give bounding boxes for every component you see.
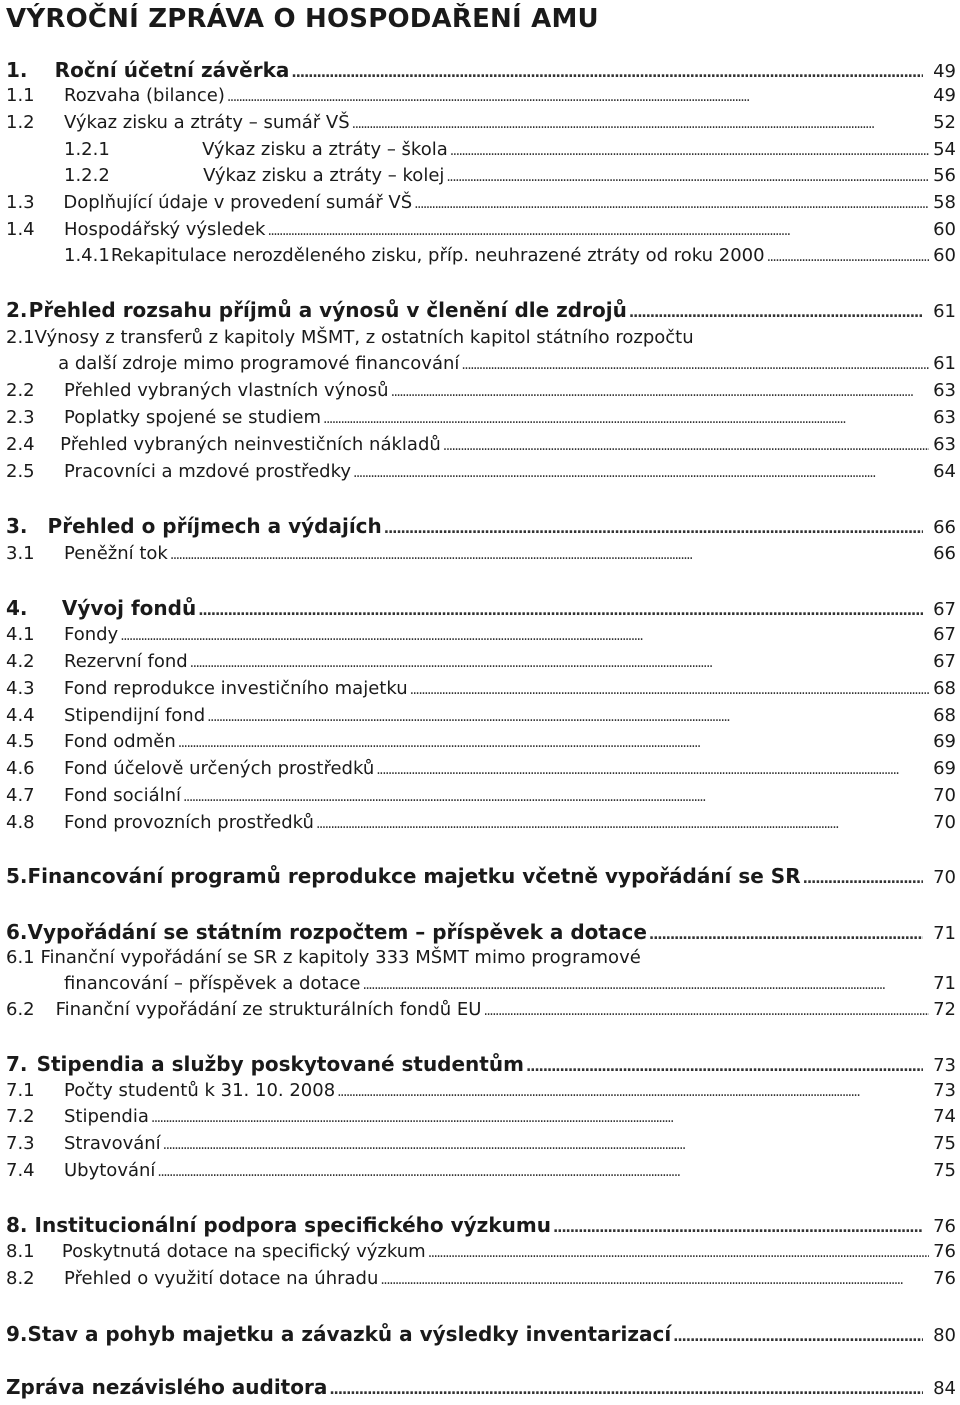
toc-entry-title: Přehled o využití dotace na úhradu (64, 1268, 379, 1289)
toc-entry-page: 75 (933, 1160, 956, 1181)
toc-entry-title: Fond účelově určených prostředků (64, 758, 375, 779)
toc-entry[interactable] (6, 407, 956, 433)
toc-entry[interactable] (6, 596, 956, 622)
toc-leader-dots (414, 192, 929, 213)
toc-entry-page: 68 (933, 678, 956, 699)
toc-entry-title: Fond reprodukce investičního majetku (63, 678, 408, 699)
toc-entry-number: 2.3 (6, 407, 35, 428)
toc-entry-page: 71 (933, 923, 956, 944)
toc-leader-dots (450, 139, 929, 160)
toc-entry-title: Financování programů reprodukce majetku včetně vypořádání se SR (27, 864, 801, 888)
toc-entry-page: 69 (933, 758, 956, 779)
toc-entry-page: 72 (933, 999, 956, 1020)
toc-entry-number: 3.1 (6, 543, 35, 564)
toc-entry[interactable] (6, 1160, 956, 1186)
toc-entry[interactable] (6, 461, 956, 487)
toc-leader-dots (157, 1160, 929, 1181)
toc-entry-page: 60 (933, 245, 956, 266)
toc-entry-title: Přehled rozsahu příjmů a výnosů v členění dle zdrojů (28, 298, 627, 322)
toc-entry-title: a další zdroje mimo programové financování (58, 353, 460, 374)
toc-entry-title: Peněžní tok (64, 543, 168, 564)
toc-leader-dots (183, 785, 929, 806)
toc-entry-number: 2.4 (6, 434, 35, 455)
toc-entry-number: 7.2 (6, 1106, 35, 1127)
toc-leader-dots (391, 380, 930, 401)
toc-entry[interactable] (6, 651, 956, 677)
toc-entry-title: Pracovníci a mzdové prostředky (64, 461, 351, 482)
toc-entry[interactable] (6, 1080, 956, 1106)
toc-entry-number: 1.1 (6, 85, 35, 106)
toc-entry[interactable] (6, 758, 956, 784)
toc-entry-number: 8.1 (6, 1241, 35, 1262)
toc-leader-dots (207, 705, 929, 726)
toc-leader-dots (120, 624, 929, 645)
toc-entry-page: 73 (933, 1055, 956, 1076)
toc-entry-number: 1.4 (6, 219, 35, 240)
toc-entry[interactable] (6, 58, 956, 84)
toc-entry-page: 63 (933, 434, 956, 455)
toc-entry-page: 70 (933, 785, 956, 806)
toc-entry-title: Stipendia (64, 1106, 149, 1127)
toc-leader-dots (767, 245, 930, 266)
toc-entry-title: Rezervní fond (64, 651, 188, 672)
toc-leader-dots (673, 1322, 923, 1346)
toc-leader-dots (526, 1052, 923, 1076)
toc-entry-page: 74 (933, 1106, 956, 1127)
toc-entry[interactable] (6, 434, 956, 460)
toc-entry[interactable] (6, 785, 956, 811)
toc-entry-number: 5. (6, 864, 28, 888)
toc-leader-dots (170, 543, 929, 564)
toc-leader-dots (316, 812, 929, 833)
toc-entry-page: 71 (933, 973, 956, 994)
toc-entry-title: Vypořádání se státním rozpočtem – příspěvek a dotace (27, 920, 647, 944)
toc-entry-title: Fond provozních prostředků (64, 812, 314, 833)
toc-entry[interactable] (6, 1213, 956, 1239)
toc-entry[interactable] (6, 85, 956, 111)
toc-entry[interactable] (6, 353, 956, 379)
toc-entry-title: Výkaz zisku a ztráty – sumář VŠ (64, 112, 350, 133)
toc-entry[interactable] (6, 139, 956, 165)
toc-entry-number: 4.2 (6, 651, 35, 672)
toc-entry[interactable] (6, 112, 956, 138)
toc-entry[interactable] (6, 999, 956, 1025)
toc-leader-dots (190, 651, 929, 672)
toc-entry-title: Hospodářský výsledek (64, 219, 266, 240)
toc-entry[interactable] (6, 731, 956, 757)
toc-entry[interactable] (6, 327, 956, 353)
toc-leader-dots (428, 1241, 929, 1262)
toc-entry-number: 3. (6, 514, 28, 538)
toc-leader-dots (337, 1080, 929, 1101)
toc-leader-dots (461, 353, 929, 374)
toc-entry-title: Přehled o příjmech a výdajích (47, 514, 382, 538)
toc-leader-dots (446, 165, 929, 186)
toc-leader-dots (384, 514, 923, 538)
toc-leader-dots (329, 1375, 923, 1399)
toc-entry[interactable] (6, 543, 956, 569)
toc-entry-page: 80 (933, 1325, 956, 1346)
toc-leader-dots (629, 298, 923, 322)
toc-entry-title: Institucionální podpora specifického výzkumu (34, 1213, 551, 1237)
toc-entry-page: 76 (933, 1268, 956, 1289)
toc-leader-dots (151, 1106, 929, 1127)
toc-entry-title: Stav a pohyb majetku a závazků a výsledky inventarizací (27, 1322, 672, 1346)
toc-leader-dots (483, 999, 929, 1020)
toc-entry-page: 67 (933, 624, 956, 645)
toc-entry-page: 76 (933, 1216, 956, 1237)
toc-entry[interactable] (6, 165, 956, 191)
toc-entry[interactable] (6, 947, 956, 973)
toc-entry-title: Vývoj fondů (61, 596, 197, 620)
toc-entry-page: 66 (933, 543, 956, 564)
toc-entry-page: 49 (933, 85, 956, 106)
toc-entry-number: 7. (6, 1052, 28, 1076)
toc-entry-number: 1.2 (6, 112, 35, 133)
toc-entry-number: 8. (6, 1213, 28, 1237)
toc-entry-title: Roční účetní závěrka (54, 58, 290, 82)
toc-entry-number: 2.2 (6, 380, 35, 401)
toc-entry-number: 7.1 (6, 1080, 35, 1101)
toc-entry[interactable] (6, 1052, 956, 1078)
toc-entry[interactable] (6, 1268, 956, 1294)
toc-entry-title: Přehled vybraných vlastních výnosů (64, 380, 389, 401)
toc-entry-number: 4.3 (6, 678, 35, 699)
toc-entry-page: 84 (933, 1378, 956, 1399)
toc-entry[interactable] (6, 1375, 956, 1401)
toc-entry-title: Finanční vypořádání ze strukturálních fondů EU (55, 999, 482, 1020)
toc-entry-page: 58 (933, 192, 956, 213)
toc-entry-title: Zpráva nezávislého auditora (6, 1375, 328, 1399)
toc-leader-dots (380, 1268, 929, 1289)
toc-leader-dots (376, 758, 929, 779)
toc-entry-title: Výnosy z transferů z kapitoly MŠMT, z ostatních kapitol státního rozpočtu (34, 327, 694, 348)
toc-entry-page: 64 (933, 461, 956, 482)
toc-entry-title: Rozvaha (bilance) (64, 85, 225, 106)
toc-entry-page: 49 (933, 61, 956, 82)
toc-entry-title: Poskytnutá dotace na specifický výzkum (61, 1241, 426, 1262)
toc-leader-dots (323, 407, 929, 428)
toc-entry-title: Stravování (64, 1133, 161, 1154)
toc-entry-title: financování – příspěvek a dotace (64, 973, 361, 994)
toc-entry-title: Stipendia a služby poskytované studentům (36, 1052, 524, 1076)
toc-leader-dots (353, 461, 929, 482)
toc-leader-dots (267, 219, 929, 240)
toc-entry-page: 60 (933, 219, 956, 240)
toc-entry-number: 1. (6, 58, 28, 82)
toc-entry-number: 1.2.2 (64, 165, 110, 186)
toc-entry-number: 4.4 (6, 705, 35, 726)
toc-entry-number: 6. (6, 920, 28, 944)
toc-entry-title: Rekapitulace nerozděleného zisku, příp. neuhrazené ztráty od roku 2000 (110, 245, 765, 266)
toc-leader-dots (553, 1213, 923, 1237)
toc-entry-number: 2.1 (6, 327, 35, 348)
toc-entry-page: 66 (933, 517, 956, 538)
toc-leader-dots (198, 596, 923, 620)
toc-entry[interactable] (6, 1133, 956, 1159)
toc-entry-title: Fond sociální (64, 785, 182, 806)
toc-entry-page: 75 (933, 1133, 956, 1154)
toc-entry[interactable] (6, 1241, 956, 1267)
toc-leader-dots (163, 1133, 929, 1154)
toc-leader-dots (362, 973, 929, 994)
toc-entry-page: 63 (933, 380, 956, 401)
toc-leader-dots (178, 731, 929, 752)
toc-entry-page: 63 (933, 407, 956, 428)
toc-entry-number: 4. (6, 596, 28, 620)
toc-entry-page: 61 (933, 353, 956, 374)
toc-leader-dots (352, 112, 929, 133)
toc-entry-title: Počty studentů k 31. 10. 2008 (64, 1080, 336, 1101)
toc-entry-page: 67 (933, 599, 956, 620)
toc-entry-page: 54 (933, 139, 956, 160)
toc-entry-page: 68 (933, 705, 956, 726)
toc-entry-page: 69 (933, 731, 956, 752)
toc-entry-number: 2. (6, 298, 28, 322)
toc-entry[interactable] (6, 380, 956, 406)
toc-entry[interactable] (6, 812, 956, 838)
toc-leader-dots (803, 864, 923, 888)
toc-entry-number: 7.3 (6, 1133, 35, 1154)
toc-entry-number: 1.4.1 (64, 245, 110, 266)
toc-entry-number: 6.2 (6, 999, 35, 1020)
toc-entry[interactable] (6, 514, 956, 540)
toc-entry-page: 67 (933, 651, 956, 672)
toc-entry-page: 70 (933, 812, 956, 833)
toc-entry-title: Výkaz zisku a ztráty – škola (202, 139, 448, 160)
toc-entry-page: 73 (933, 1080, 956, 1101)
toc-entry[interactable] (6, 973, 956, 999)
toc-entry-title: Finanční vypořádání se SR z kapitoly 333 MŠMT mimo programové (40, 947, 641, 968)
toc-entry-page: 56 (933, 165, 956, 186)
toc-entry-title: Fondy (64, 624, 119, 645)
toc-entry[interactable] (6, 678, 956, 704)
toc-entry-page: 61 (933, 301, 956, 322)
toc-entry-title: Fond odměn (64, 731, 176, 752)
toc-entry[interactable] (6, 219, 956, 245)
toc-entry-title: Stipendijní fond (64, 705, 206, 726)
toc-entry-title: Přehled vybraných neinvestičních nákladů (60, 434, 441, 455)
toc-entry[interactable] (6, 705, 956, 731)
toc-entry-number: 6.1 (6, 947, 35, 968)
toc-entry[interactable] (6, 624, 956, 650)
toc-entry[interactable] (6, 192, 956, 218)
toc-entry-number: 4.7 (6, 785, 35, 806)
toc-leader-dots (410, 678, 929, 699)
toc-entry[interactable] (6, 1106, 956, 1132)
toc-leader-dots (227, 85, 929, 106)
toc-entry-number: 4.8 (6, 812, 35, 833)
toc-leader-dots (649, 920, 923, 944)
page-title: VÝROČNÍ ZPRÁVA O HOSPODAŘENÍ AMU (6, 4, 599, 34)
toc-entry-number: 1.3 (6, 192, 35, 213)
toc-entry-number: 4.1 (6, 624, 35, 645)
toc-entry[interactable] (6, 1322, 956, 1348)
toc-entry-number: 4.6 (6, 758, 35, 779)
toc-entry-number: 8.2 (6, 1268, 35, 1289)
toc-leader-dots (291, 58, 923, 82)
toc-entry-number: 9. (6, 1322, 28, 1346)
toc-entry-number: 1.2.1 (64, 139, 110, 160)
toc-entry-number: 2.5 (6, 461, 35, 482)
toc-entry-title: Výkaz zisku a ztráty – kolej (203, 165, 445, 186)
toc-entry-number: 7.4 (6, 1160, 35, 1181)
toc-entry-page: 52 (933, 112, 956, 133)
toc-entry[interactable] (6, 864, 956, 890)
toc-entry[interactable] (6, 298, 956, 324)
toc-leader-dots (443, 434, 929, 455)
toc-entry[interactable] (6, 245, 956, 271)
toc-entry-page: 76 (933, 1241, 956, 1262)
toc-entry-number: 4.5 (6, 731, 35, 752)
toc-entry-title: Ubytování (64, 1160, 156, 1181)
toc-entry-page: 70 (933, 867, 956, 888)
toc-entry-title: Doplňující údaje v provedení sumář VŠ (63, 192, 413, 213)
toc-entry-title: Poplatky spojené se studiem (64, 407, 322, 428)
toc-entry[interactable] (6, 920, 956, 946)
